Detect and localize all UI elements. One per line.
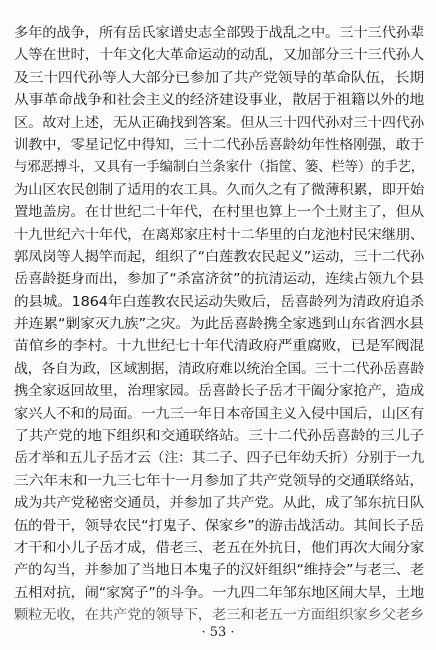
text-line: 从事革命战争和社会主义的经济建设事业，散居于祖籍以外的地 bbox=[14, 92, 424, 109]
text-line: 及三十四代孙等人大部分已参加了共产党领导的革命队伍，长期 bbox=[14, 69, 424, 86]
text-line: 十九世纪六十年代，在离郑家庄村十二华里的白龙池村民宋继朋、 bbox=[14, 226, 424, 243]
text-line: 与邪恶搏斗，又具有一手编制白兰条家什（指筐、篓、栏等）的手艺， bbox=[14, 159, 424, 176]
text-line: 区。故对上述，无从正确找到答案。但从三十四代孙对三十四代孙 bbox=[14, 114, 424, 131]
text-line: 三六年末和一九三七年十一月参加了共产党领导的交通联络站， bbox=[14, 472, 424, 489]
text-line: 训教中，零星记忆中得知，三十二代孙岳喜龄幼年性格刚强，敢于 bbox=[14, 136, 424, 153]
body-text bbox=[14, 22, 424, 627]
text-line: 携全家返回故里，治理家园。岳喜龄长子岳才干阖分家抢产，造成 bbox=[14, 383, 424, 400]
text-line: 才干和小儿子岳才成，借老三、老五在外抗日，他们再次大闹分家 bbox=[14, 539, 424, 556]
text-line: 战，各自为政，区域割据，清政府难以统治全国。三十二代孙岳喜龄 bbox=[14, 360, 424, 377]
text-line: 并连累“剿家灭九族”之灾。为此岳喜龄携全家逃到山东省泗水县 bbox=[14, 316, 424, 333]
text-line: 为山区农民创制了适用的农工具。久而久之有了微薄积累，即开始 bbox=[14, 181, 424, 198]
text-line: 多年的战争，所有岳氏家谱史志全部毁于战乱之中。三十三代孙辈 bbox=[14, 25, 424, 41]
page-number: · 53 · bbox=[201, 625, 235, 640]
text-line: 产的勾当，并参加了当地日本鬼子的汉奸组织“维持会”与老三、老 bbox=[14, 562, 424, 579]
text-line: 家兴人不和的局面。一九三一年日本帝国主义入侵中国后，山区有 bbox=[14, 405, 424, 422]
text-line: 岳才举和五儿子岳才云（注：其二子、四子已年幼夭折）分别于一九 bbox=[14, 450, 424, 467]
text-line: 郭凤岗等人揭竿而起，组织了“白莲教农民起义”运动，三十二代孙 bbox=[14, 248, 424, 265]
text-line: 人等在世时，十年文化大革命运动的动乱，又加部分三十三代孙人 bbox=[14, 47, 424, 64]
text-line: 了共产党的地下组织和交通联络站。三十二代孙岳喜龄的三儿子 bbox=[14, 428, 424, 445]
text-line: 五相对抗，闹“家窝子”的斗争。一九四二年邹东地区闹大旱，土地 bbox=[14, 584, 424, 601]
text-line: 岳喜龄挺身而出，参加了“杀富济贫”的抗清运动，连续占领九个县 bbox=[14, 271, 424, 288]
text-line: 成为共产党秘密交通员，并参加了共产党。从此，成了邹东抗日队 bbox=[14, 495, 424, 512]
text-line: 伍的骨干，领导农民“打鬼子、保家乡”的游击战活动。其间长子岳 bbox=[14, 517, 424, 534]
text-line: 的县城。1864年白莲教农民运动失败后，岳喜龄列为清政府追杀 bbox=[14, 293, 424, 310]
text-line: 置地盖房。在廿世纪二十年代，在村里也算上一个土财主了，但从 bbox=[14, 204, 424, 221]
text-line: 苗倌乡的李村。十九世纪七十年代清政府严重腐败，已是军阀混 bbox=[14, 338, 424, 355]
text-line: 颗粒无收，在共产党的领导下，老三和老五一方面组织家乡父老乡 bbox=[14, 607, 424, 624]
